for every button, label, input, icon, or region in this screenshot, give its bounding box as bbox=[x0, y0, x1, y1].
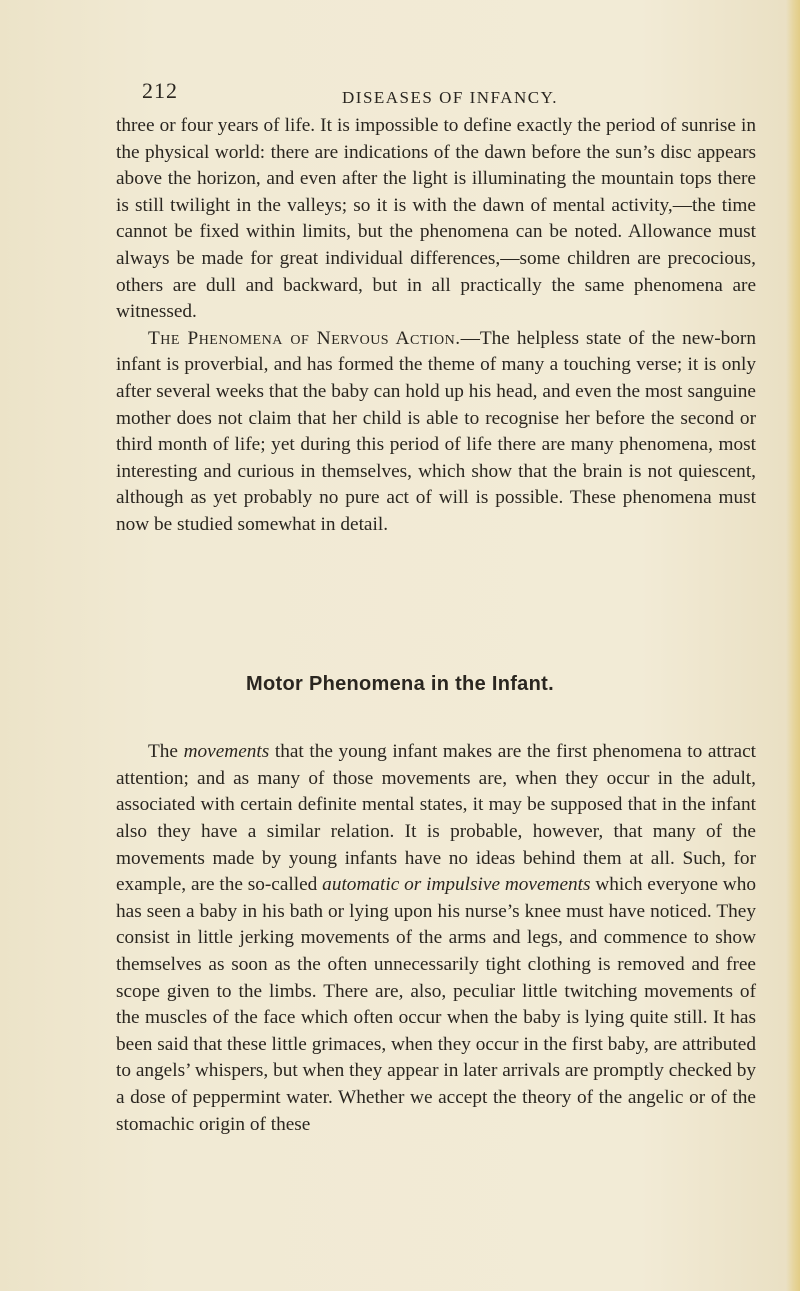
page-header bbox=[0, 78, 800, 108]
text-run: that the young infant makes are the first phenomena to attract attention; and as many of those movements are, when they occur in the adult, associated with certain definite mental states, it may be supposed that in the infant also they have a similar relation. It is probable, however, that many of the movements made by young infants have no ideas behind them at all. Such, for example, are the so-called bbox=[116, 741, 757, 896]
paragraph-motor bbox=[116, 739, 756, 1138]
text-run: The bbox=[148, 741, 184, 763]
emphasis: automatic or impulsive movements bbox=[322, 874, 591, 896]
body-text-top bbox=[116, 113, 756, 539]
page-edge bbox=[786, 0, 800, 1291]
emphasis: movements bbox=[183, 741, 270, 763]
body-text-motor bbox=[116, 720, 756, 1158]
section-heading: Motor Phenomena in the Infant. bbox=[246, 673, 554, 695]
paragraph-lead: The Phenomena of Nervous Action. bbox=[148, 327, 461, 349]
text-run: which everyone who has seen a baby in his bath or lying upon his nurse’s knee must have noticed. They consist in little jerking movements of the arms and legs, and commence to show themselves as soon as the often unnecessarily tight clothing is removed and free scope given to the limbs. There are, also, peculiar little twitching movements of the muscles of the face which often occur when the baby is lying quite still. It has been said that these little grimaces, when they occur in the first baby, are attributed to angels’ whispers, but when they appear in later arrivals are promptly checked by a dose of peppermint water. Whether we accept the theory of the angelic or of the stomachic origin of these bbox=[116, 874, 756, 1135]
running-head: DISEASES OF INFANCY. bbox=[342, 88, 558, 107]
page-number: 212 bbox=[142, 78, 178, 103]
paragraph-body: —The helpless state of the new-born infant is proverbial, and has formed the theme of many a touching verse; it is only after several weeks that the baby can hold up his head, and even the most sanguine mother does not claim that her child is able to recognise her before the second or third month of life; yet during this period of life there are many phenomena, most interesting and curious in themselves, which show that the brain is not quiescent, although as yet probably no pure act of will is possible. These phenomena must now be studied somewhat in detail. bbox=[116, 327, 756, 535]
paragraph-nervous-action bbox=[116, 326, 756, 539]
paragraph-continuation: three or four years of life. It is impossible to define exactly the period of sunrise in the physical world: there are indications of the dawn before the sun’s disc appears above the horizon, and even after the light is illuminating the mountain tops there is still twilight in the valleys; so it is with the dawn of mental activity,—the time cannot be fixed within limits, but the phenomena can be noted. Allowance must always be made for great individual differences,—some children are precocious, others are dull and backward, but in all practically the same phenomena are witnessed. bbox=[116, 115, 756, 323]
